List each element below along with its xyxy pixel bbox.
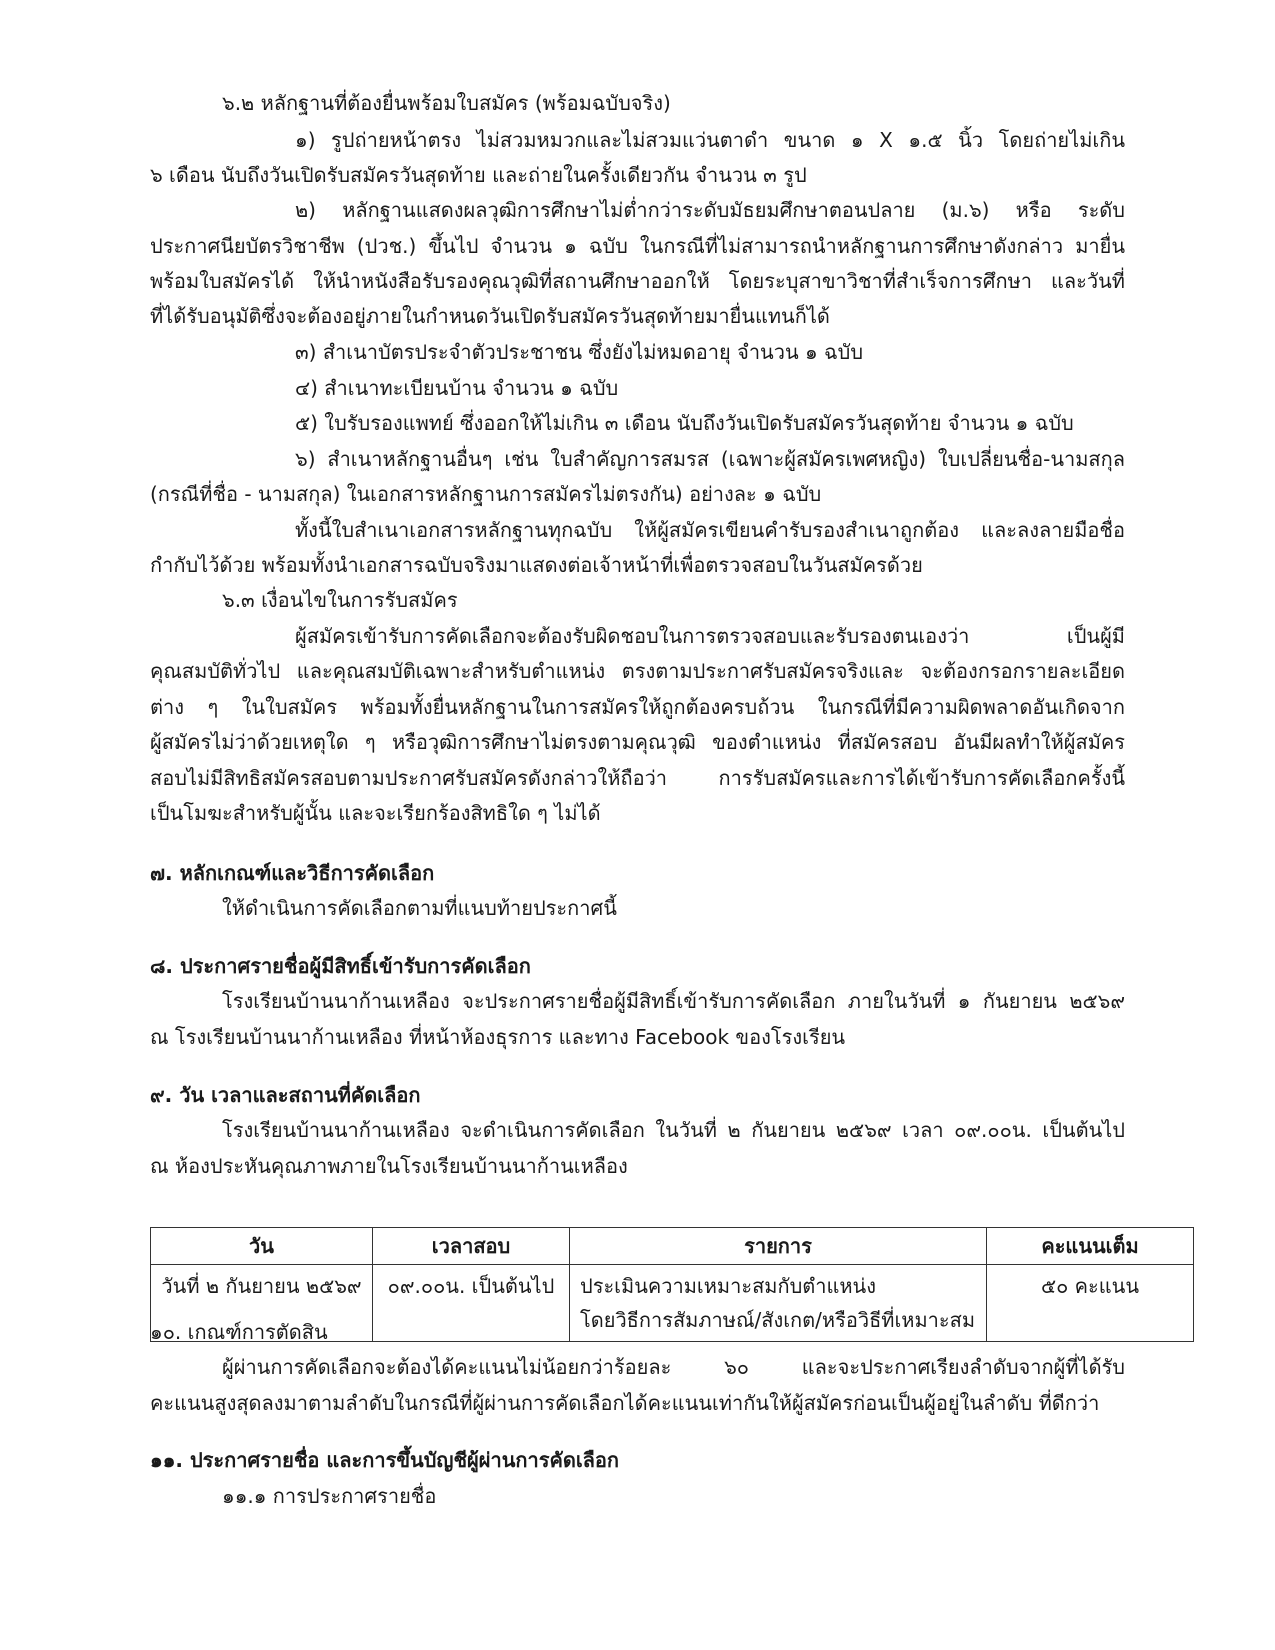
section-8-line: โรงเรียนบ้านนาก้านเหลือง จะประกาศรายชื่อผู้มีสิทธิ์เข้ารับการคัดเลือก ภายในวันที่ ๑ กันยายน ๒๕๖๙ [222,989,1125,1013]
section-11-1-heading: ๑๑.๑ การประกาศรายชื่อ [222,1484,437,1508]
section-11-heading: ๑๑. ประกาศรายชื่อ และการขึ้นบัญชีผู้ผ่านการคัดเลือก [150,1448,620,1472]
section-10-heading: ๑๐. เกณฑ์การตัดสิน [150,1320,328,1344]
item-2-line: ๒) หลักฐานแสดงผลวุฒิการศึกษาไม่ต่ำกว่าระดับมัธยมศึกษาตอนปลาย (ม.๖) หรือ ระดับ [295,198,1125,222]
conditions-line: ต่าง ๆ ในใบสมัคร พร้อมทั้งยื่นหลักฐานในการสมัครให้ถูกต้องครบถ้วน ในกรณีที่มีความผิดพลาดอันเกิดจาก [150,695,1125,719]
note-line: ทั้งนี้ใบสำเนาเอกสารหลักฐานทุกฉบับ ให้ผู้สมัครเขียนคำรับรองสำเนาถูกต้อง และลงลายมือชื่อ [295,518,1125,542]
cell-score: ๕๐ คะแนน [987,1265,1194,1342]
section-7-heading: ๗. หลักเกณฑ์และวิธีการคัดเลือก [150,861,435,885]
item-1-line: ๑) รูปถ่ายหน้าตรง ไม่สวมหมวกและไม่สวมแว่นตาดำ ขนาด ๑ X ๑.๕ นิ้ว โดยถ่ายไม่เกิน [295,128,1125,152]
item-1-line: ๖ เดือน นับถึงวันเปิดรับสมัครวันสุดท้าย และถ่ายในครั้งเดียวกัน จำนวน ๓ รูป [150,163,807,187]
conditions-line: ผู้สมัครเข้ารับการคัดเลือกจะต้องรับผิดชอบในการตรวจสอบและรับรองตนเองว่า เป็นผู้มี [295,624,1125,648]
conditions-line: เป็นโมฆะสำหรับผู้นั้น และจะเรียกร้องสิทธิใด ๆ ไม่ได้ [150,801,601,825]
item-6-line: ๖) สำเนาหลักฐานอื่นๆ เช่น ใบสำคัญการสมรส (เฉพาะผู้สมัครเพศหญิง) ใบเปลี่ยนชื่อ-นามสกุล [295,447,1125,471]
note-line: กำกับไว้ด้วย พร้อมทั้งนำเอกสารฉบับจริงมาแสดงต่อเจ้าหน้าที่เพื่อตรวจสอบในวันสมัครด้วย [150,553,923,577]
section-9-line: โรงเรียนบ้านนาก้านเหลือง จะดำเนินการคัดเลือก ในวันที่ ๒ กันยายน ๒๕๖๙ เวลา ๐๙.๐๐น. เป็นต้นไป [222,1118,1125,1142]
item-4-line: ๔) สำเนาทะเบียนบ้าน จำนวน ๑ ฉบับ [295,376,619,400]
conditions-line: สอบไม่มีสิทธิสมัครสอบตามประกาศรับสมัครดังกล่าวให้ถือว่า การรับสมัครและการได้เข้ารับการคัดเลือกครั้งนี้ [150,766,1125,790]
section-9-line: ณ ห้องประหันคุณภาพภายในโรงเรียนบ้านนาก้านเหลือง [150,1154,628,1178]
header-date: วัน [151,1228,373,1265]
section-10-line: คะแนนสูงสุดลงมาตามลำดับในกรณีที่ผู้ผ่านการคัดเลือกได้คะแนนเท่ากันให้ผู้สมัครก่อนเป็นผู้อยู่ในลำดับ ที่ดีกว่า [150,1391,1100,1415]
section-8-heading: ๘. ประกาศรายชื่อผู้มีสิทธิ์เข้ารับการคัดเลือก [150,954,531,978]
item-2-line: ที่ได้รับอนุมัติซึ่งจะต้องอยู่ภายในกำหนดวันเปิดรับสมัครวันสุดท้ายมายื่นแทนก็ได้ [150,304,830,328]
item-2-line: ประกาศนียบัตรวิชาชีพ (ปวช.) ขึ้นไป จำนวน ๑ ฉบับ ในกรณีที่ไม่สามารถนำหลักฐานการศึกษาดังกล่าว มายื่น [150,234,1125,258]
section-8-line: ณ โรงเรียนบ้านนาก้านเหลือง ที่หน้าห้องธุรการ และทาง Facebook ของโรงเรียน [150,1025,846,1049]
header-time: เวลาสอบ [373,1228,570,1265]
conditions-line: คุณสมบัติทั่วไป และคุณสมบัติเฉพาะสำหรับตำแหน่ง ตรงตามประกาศรับสมัครจริงและ จะต้องกรอกรายละเอียด [150,659,1125,683]
header-item: รายการ [570,1228,987,1265]
section-6-3-heading: ๖.๓ เงื่อนไขในการรับสมัคร [222,588,458,612]
cell-item-line: ประเมินความเหมาะสมกับตำแหน่ง [580,1274,876,1298]
table-header-row [151,1228,1194,1265]
item-5-line: ๕) ใบรับรองแพทย์ ซึ่งออกให้ไม่เกิน ๓ เดือน นับถึงวันเปิดรับสมัครวันสุดท้าย จำนวน ๑ ฉบับ [295,411,1074,435]
section-10-line: ผู้ผ่านการคัดเลือกจะต้องได้คะแนนไม่น้อยกว่าร้อยละ ๖๐ และจะประกาศเรียงลำดับจากผู้ที่ได้รับ [222,1355,1125,1379]
section-7-body: ให้ดำเนินการคัดเลือกตามที่แนบท้ายประกาศนี้ [222,896,617,920]
section-6-2-heading: ๖.๒ หลักฐานที่ต้องยื่นพร้อมใบสมัคร (พร้อมฉบับจริง) [222,91,671,115]
cell-date: วันที่ ๒ กันยายน ๒๕๖๙ [151,1265,373,1342]
header-score: คะแนนเต็ม [987,1228,1194,1265]
item-6-line: (กรณีที่ชื่อ - นามสกุล) ในเอกสารหลักฐานการสมัครไม่ตรงกัน) อย่างละ ๑ ฉบับ [150,482,822,506]
item-3-line: ๓) สำเนาบัตรประจำตัวประชาชน ซึ่งยังไม่หมดอายุ จำนวน ๑ ฉบับ [295,340,864,364]
section-9-heading: ๙. วัน เวลาและสถานที่คัดเลือก [150,1083,421,1107]
cell-item-line: โดยวิธีการสัมภาษณ์/สังเกต/หรือวิธีที่เหมาะสม [580,1308,976,1332]
item-2-line: พร้อมใบสมัครได้ ให้นำหนังสือรับรองคุณวุฒิที่สถานศึกษาออกให้ โดยระบุสาขาวิชาที่สำเร็จการศึกษา และวันที่ [150,269,1125,293]
conditions-line: ผู้สมัครไม่ว่าด้วยเหตุใด ๆ หรือวุฒิการศึกษาไม่ตรงตามคุณวุฒิ ของตำแหน่ง ที่สมัครสอบ อันมีผลทำให้ผู้สมัคร [150,730,1125,754]
cell-time: ๐๙.๐๐น. เป็นต้นไป [373,1265,570,1342]
